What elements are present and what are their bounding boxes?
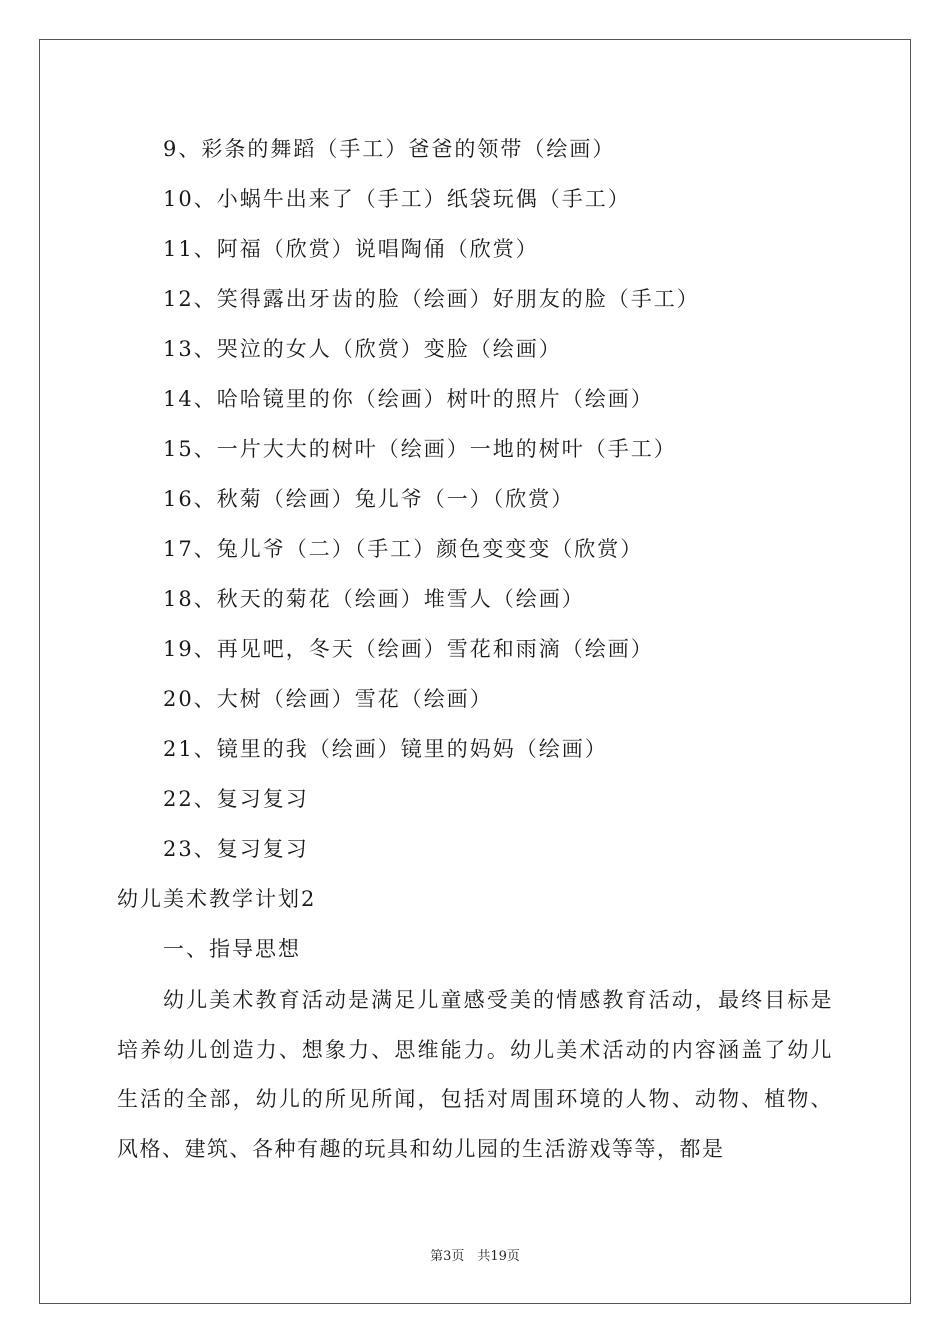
- list-item: 13、哭泣的女人（欣赏）变脸（绘画）: [163, 337, 562, 361]
- list-item: 14、哈哈镜里的你（绘画）树叶的照片（绘画）: [163, 387, 654, 411]
- list-item: 12、笑得露出牙齿的脸（绘画）好朋友的脸（手工）: [163, 287, 700, 311]
- subheading: 一、指导思想: [163, 937, 301, 961]
- page-footer: 第3页 共19页: [430, 1249, 520, 1264]
- list-item: 15、一片大大的树叶（绘画）一地的树叶（手工）: [163, 437, 677, 461]
- list-item: 16、秋菊（绘画）兔儿爷（一）（欣赏）: [163, 487, 575, 511]
- list-item: 11、阿福（欣赏）说唱陶俑（欣赏）: [163, 237, 539, 261]
- list-item: 20、大树（绘画）雪花（绘画）: [163, 687, 493, 711]
- list-item: 19、再见吧，冬天（绘画）雪花和雨滴（绘画）: [163, 637, 654, 661]
- list-item: 18、秋天的菊花（绘画）堆雪人（绘画）: [163, 587, 585, 611]
- body-paragraph: 幼儿美术教育活动是满足儿童感受美的情感教育活动，最终目标是培养幼儿创造力、想象力、思维能力。幼儿美术活动的内容涵盖了幼儿生活的全部，幼儿的所见所闻，包括对周围环境的人物、动物、植物、风格、建筑、各种有趣的玩具和幼儿园的生活游戏等等，都是: [117, 988, 833, 1161]
- section-title: 幼儿美术教学计划2: [117, 887, 317, 911]
- list-item: 22、复习复习: [163, 787, 309, 811]
- list-item: 10、小蜗牛出来了（手工）纸袋玩偶（手工）: [163, 187, 631, 211]
- list-item: 21、镜里的我（绘画）镜里的妈妈（绘画）: [163, 737, 608, 761]
- lesson-list: [163, 127, 700, 877]
- list-item: 23、复习复习: [163, 837, 309, 861]
- list-item: 9、彩条的舞蹈（手工）爸爸的领带（绘画）: [163, 137, 616, 161]
- list-item: 17、兔儿爷（二）（手工）颜色变变变（欣赏）: [163, 537, 644, 561]
